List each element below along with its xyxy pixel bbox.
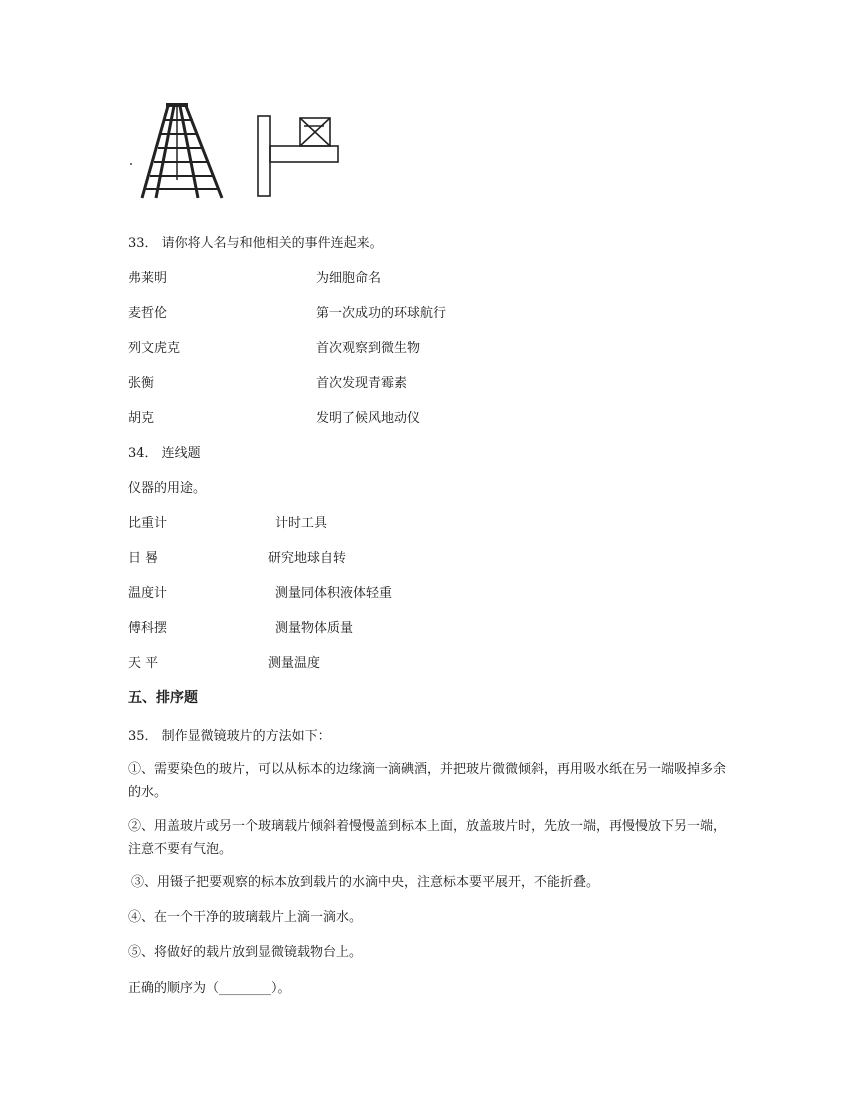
q33-name-5: 胡克 xyxy=(128,411,155,426)
q34-instrument-1: 比重计 xyxy=(128,516,168,531)
q33-name-2: 麦哲伦 xyxy=(128,306,168,321)
q33-event-2: 第一次成功的环球航行 xyxy=(316,306,447,321)
q35-answer-prompt: 正确的顺序为（________）。 xyxy=(128,981,291,996)
q33-name-1: 弗莱明 xyxy=(128,271,168,286)
q33-event-1: 为细胞命名 xyxy=(316,271,382,286)
q34-instrument-3: 温度计 xyxy=(128,586,168,601)
q33-title: 33． 请你将人名与和他相关的事件连起来。 xyxy=(128,236,383,251)
q34-use-4: 测量物体质量 xyxy=(275,621,354,636)
q34-instrument-4: 傅科摆 xyxy=(128,621,168,636)
q35-step-3: ③、用镊子把要观察的标本放到载片的水滴中央，注意标本要平展开，不能折叠。 xyxy=(131,875,600,890)
q33-name-3: 列文虎克 xyxy=(128,341,181,356)
q34-use-3: 测量同体积液体轻重 xyxy=(275,586,393,601)
q35-step-2: ②、用盖玻片或另一个玻璃载片倾斜着慢慢盖到标本上面，放盖玻片时，先放一端，再慢慢放下另一端，注意不要有气泡。 xyxy=(128,819,727,857)
shelf-figure xyxy=(258,116,338,196)
q34-use-1: 计时工具 xyxy=(275,516,328,531)
q34-title: 34． 连线题 xyxy=(128,446,201,461)
q34-use-2: 研究地球自转 xyxy=(268,551,347,566)
q33-event-3: 首次观察到微生物 xyxy=(316,341,421,356)
figure-ladder-and-shelf xyxy=(128,100,348,204)
q33-name-4: 张衡 xyxy=(128,376,155,391)
q33-event-4: 首次发现青霉素 xyxy=(316,376,408,391)
section-heading-sorting: 五、排序题 xyxy=(128,690,198,706)
q34-instrument-5: 天 平 xyxy=(128,656,159,671)
q35-step-5: ⑤、将做好的载片放到显微镜载物台上。 xyxy=(128,945,363,960)
q34-instrument-2: 日 晷 xyxy=(128,551,159,566)
q35-title: 35． 制作显微镜玻片的方法如下： xyxy=(128,729,331,744)
q34-subtitle: 仪器的用途。 xyxy=(128,481,207,496)
q34-use-5: 测量温度 xyxy=(268,656,321,671)
q35-step-1: ①、需要染色的玻片，可以从标本的边缘滴一滴碘酒，并把玻片微微倾斜，再用吸水纸在另一端吸掉多余的水。 xyxy=(128,762,727,800)
q33-event-5: 发明了候风地动仪 xyxy=(316,411,421,426)
ladder-figure xyxy=(130,105,222,198)
q35-step-4: ④、在一个干净的玻璃载片上滴一滴水。 xyxy=(128,910,363,925)
